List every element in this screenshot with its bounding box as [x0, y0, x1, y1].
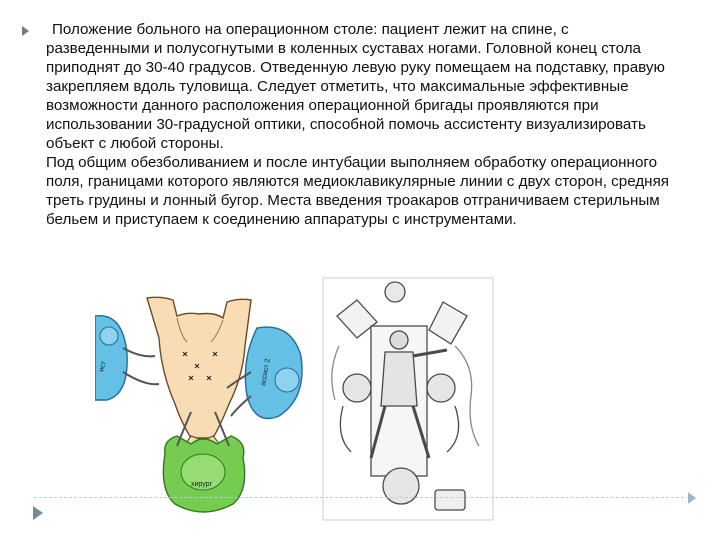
surgeon-label: хирург — [191, 481, 213, 488]
bullet-arrow-icon — [22, 26, 29, 36]
nav-next-arrow-icon[interactable] — [33, 506, 43, 520]
left-assistant-label: ист — [98, 360, 108, 373]
right-assistant-label: ассист 2 — [260, 358, 272, 387]
operating-table-drawing — [323, 278, 493, 520]
paragraph-positioning: Положение больного на операционном столе: пациент лежит на спине, с разведенными и полусогнутыми в коленных суставах ногами. Головной конец стола приподнят до 30-40 градусов. Отведенную левую руку помещаем на подставку, правую закрепляем вдоль туловища. Следует отметить, что максимальные эффективные возможности данного расположения операционной бригады проявляются при использовании 30-градусной оптики, способной помочь ассистенту визуализировать объект с любой стороны. — [46, 21, 665, 152]
operation-illustration — [95, 276, 495, 522]
footer-divider — [34, 497, 684, 498]
team-positioning-drawing — [95, 297, 302, 512]
paragraph-anesthesia: Под общим обезболиванием и после интубации выполняем обработку операционного поля, границами которого являются медиоклавикулярные линии с двух сторон, средняя треть грудины и лонный бугор. Места введения троакаров отграничиваем стерильным бельем и приступаем к соединению аппаратуры с инструментами. — [46, 154, 670, 228]
divider-end-arrow-icon — [688, 492, 696, 504]
slide-text — [46, 20, 676, 229]
